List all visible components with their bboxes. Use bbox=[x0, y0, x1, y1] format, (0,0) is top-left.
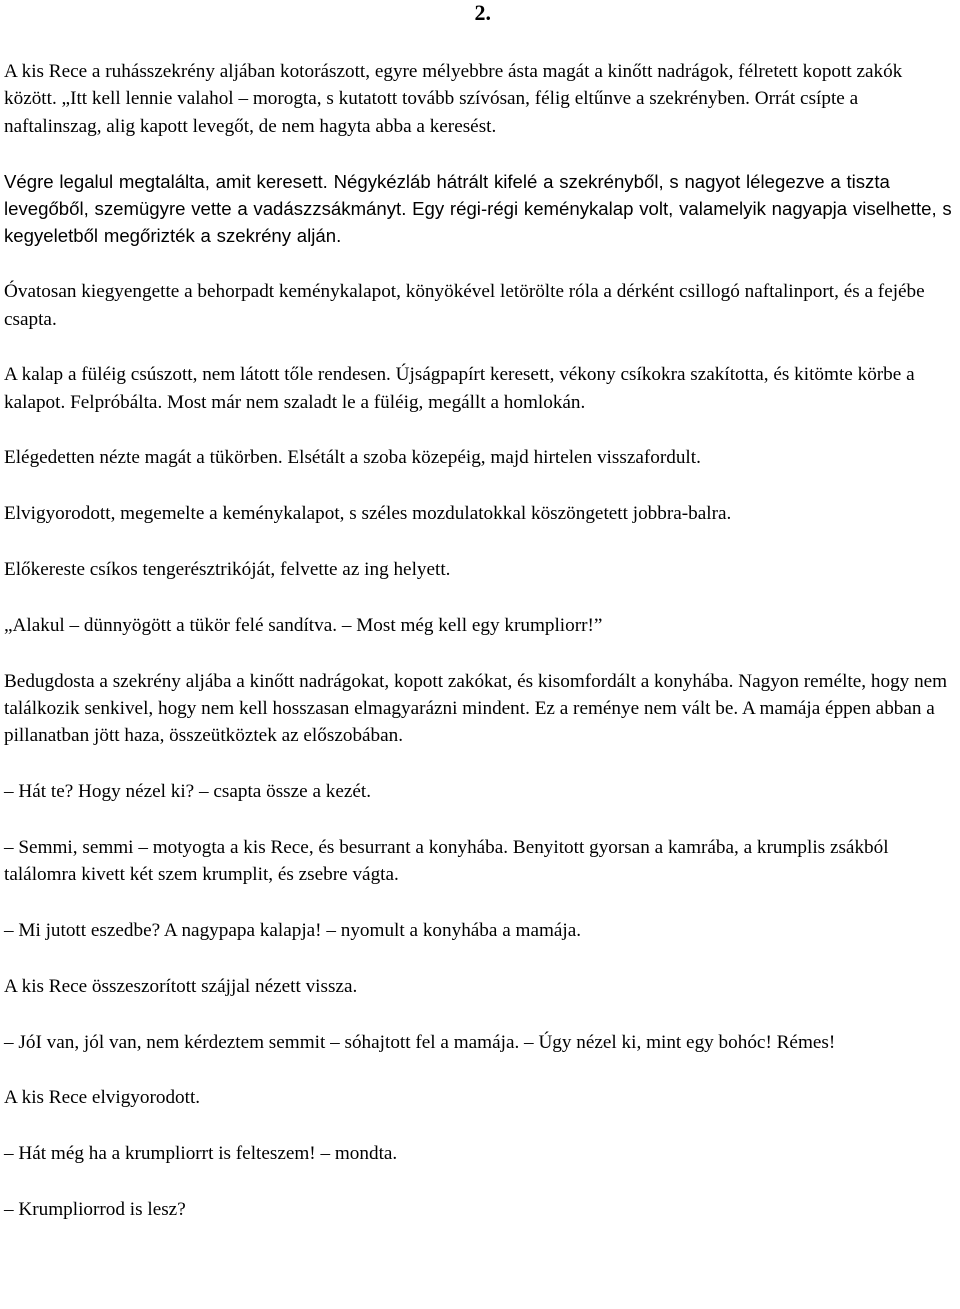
paragraph-5: Elégedetten nézte magát a tükörben. Elsétált a szoba közepéig, majd hirtelen visszafordult. bbox=[4, 447, 701, 469]
paragraph-4: A kalap a füléig csúszott, nem látott tőle rendesen. Újságpapírt keresett, vékony csíkokra szakította, és kitömte körbe a kalapot. Felpróbálta. Most már nem szaladt le a füléig, megállt a homlokán. bbox=[4, 364, 915, 413]
paragraph-10: – Hát te? Hogy nézel ki? – csapta össze a kezét. bbox=[4, 781, 372, 803]
paragraph-7: Előkereste csíkos tengerésztrikóját, felvette az ing helyett. bbox=[4, 559, 451, 581]
paragraph-15: A kis Rece elvigyorodott. bbox=[4, 1087, 201, 1109]
paragraph-9: Bedugdosta a szekrény aljába a kinőtt nadrágokat, kopott zakókat, és kisomfordált a konyhába. Nagyon remélte, hogy nem találkozik senkivel, hogy nem kell hosszasan elmagyarázni mindent. Ez a reménye nem vált be. A mamája éppen abban a pillanatban jött haza, összeütköztek az előszobában. bbox=[4, 670, 948, 747]
paragraph-8: „Alakul – dünnyögött a tükör felé sandítva. – Most még kell egy krumpliorr!” bbox=[4, 614, 603, 636]
paragraph-16: – Hát még ha a krumpliorrt is felteszem! – mondta. bbox=[4, 1143, 398, 1165]
story-text bbox=[4, 58, 959, 1252]
paragraph-17: – Krumpliorrod is lesz? bbox=[4, 1198, 186, 1220]
paragraph-12: – Mi jutott eszedbe? A nagypapa kalapja! – nyomult a konyhába a mamája. bbox=[4, 919, 582, 941]
paragraph-13: A kis Rece összeszorított szájjal nézett vissza. bbox=[4, 975, 358, 997]
paragraph-11: – Semmi, semmi – motyogta a kis Rece, és besurrant a konyhába. Benyitott gyorsan a kamrába, a krumplis zsákból találomra kivett két szem krumplit, és zsebre vágta. bbox=[4, 836, 889, 886]
page-number: 2. bbox=[474, 0, 491, 25]
paragraph-14: – JóI van, jól van, nem kérdeztem semmit – sóhajtott fel a mamája. – Úgy nézel ki, mint egy bohóc! Rémes! bbox=[4, 1031, 836, 1053]
paragraph-1: A kis Rece a ruhásszekrény aljában kotorászott, egyre mélyebbre ásta magát a kinőtt nadrágok, félretett kopott zakók között. „Itt kell lennie valahol – morogta, s kutatott tovább szívósan, félig eltűnve a szekrényben. Orrát csípte a naftalinszag, alig kapott levegőt, de nem hagyta abba a keresést. bbox=[4, 61, 903, 137]
paragraph-2: Végre legalul megtalálta, amit keresett. Négykézláb hátrált kifelé a szekrényből, s nagyot lélegezve a tiszta levegőből, szemügyre vette a vadászzsákmányt. Egy régi-régi keménykalap volt, valamelyik nagyapja viselhette, s kegyeletből megőrizték a szekrény alján. bbox=[4, 170, 952, 247]
paragraph-6: Elvigyorodott, megemelte a keménykalapot, s széles mozdulatokkal köszöngetett jobbra-balra. bbox=[4, 503, 732, 525]
paragraph-3: Óvatosan kiegyengette a behorpadt keménykalapot, könyökével letörölte róla a dérként csillogó naftalinport, és a fejébe csapta. bbox=[4, 281, 925, 330]
